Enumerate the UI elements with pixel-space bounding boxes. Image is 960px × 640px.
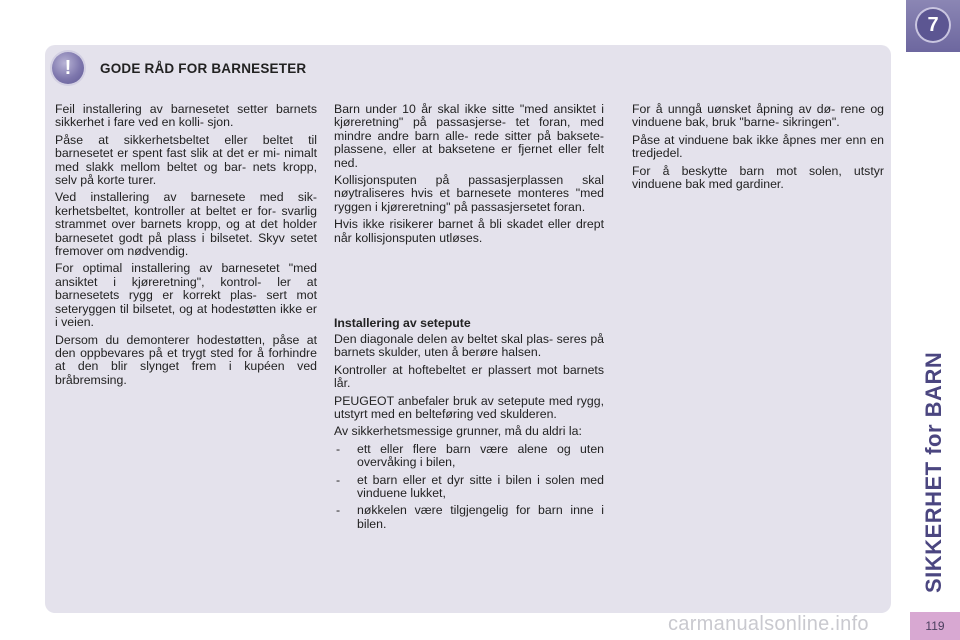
- paragraph: For optimal installering av barnesetet "med ansiktet i kjøreretning", kontrol- ler at barnesetets rygg er korrekt plas- sert mot seteryggen til bilsetet, og at hodestøtten ikke er i veien.: [55, 261, 317, 330]
- list-item: - nøkkelen være tilgjengelig for barn inne i bilen.: [334, 504, 604, 531]
- paragraph: Kontroller at hoftebeltet er plassert mot barnets lår.: [334, 362, 604, 391]
- chapter-number-badge: 7: [917, 9, 949, 41]
- page-number: 119: [910, 612, 960, 640]
- list-item: - ett eller flere barn være alene og uten overvåking i bilen,: [334, 443, 604, 470]
- dash-list: [334, 443, 604, 531]
- paragraph: For å beskytte barn mot solen, utstyr vinduene bak med gardiner.: [632, 163, 884, 192]
- chapter-title: SIKKERHET for BARN: [921, 351, 946, 593]
- paragraph: Av sikkerhetsmessige grunner, må du aldri la:: [334, 424, 582, 439]
- paragraph: PEUGEOT anbefaler bruk av setepute med rygg, utstyrt med en belteføring ved skulderen.: [334, 393, 604, 422]
- list-item: - et barn eller et dyr sitte i bilen i solen med vinduene lukket,: [334, 474, 604, 501]
- paragraph: Hvis ikke risikerer barnet å bli skadet eller drept når kollisjonsputen utløses.: [334, 217, 604, 245]
- column-2-section: [334, 333, 604, 535]
- column-2: [334, 103, 604, 249]
- paragraph: For å unngå uønsket åpning av dø- rene og vinduene bak, bruk "barne- sikringen".: [632, 102, 884, 130]
- paragraph: Ved installering av barnesete med sik- kerhetsbeltet, kontroller at beltet er for- svarlig strammet over barnets kropp, og at det holder barnesetet godt på plass i bilsetet. Skyv setet fremover om nødvendig.: [55, 190, 317, 259]
- paragraph: Feil installering av barnesetet setter barnets sikkerhet i fare ved en kolli- sjon.: [55, 102, 317, 130]
- paragraph: Dersom du demonterer hodestøtten, påse at den oppbevares på et trygt sted for å forhindre at den blir slynget frem i kupéen ved bråbremsing.: [55, 332, 317, 387]
- paragraph: Barn under 10 år skal ikke sitte "med ansiktet i kjøreretning" på passasjerse- tet foran, med mindre andre barn alle- rede sitter på bakseteplassene, eller at baksetene er fjernet eller felt ned.: [334, 102, 604, 170]
- paragraph: Kollisjonsputen på passasjerplassen skal nøytraliseres hvis et barnesete monteres "med ryggen i kjøreretning" på passasjersetet foran.: [334, 173, 604, 214]
- column-3: [632, 103, 884, 195]
- exclamation-warning-icon: !: [52, 52, 84, 84]
- watermark: carmanualsonline.info: [668, 613, 869, 635]
- paragraph: Den diagonale delen av beltet skal plas- seres på barnets skulder, uten å berøre halsen.: [334, 332, 604, 360]
- section-subheading: Installering av setepute: [334, 316, 471, 330]
- paragraph: Påse at vinduene bak ikke åpnes mer enn en tredjedel.: [632, 132, 884, 161]
- page-title: GODE RÅD FOR BARNESETER: [100, 61, 307, 76]
- column-1: [55, 103, 317, 391]
- paragraph: Påse at sikkerhetsbeltet eller beltet til barnesetet er spent fast slik at det er mi- nimalt med slakk mellom beltet og bar- nets kropp, selv på korte turer.: [55, 132, 317, 188]
